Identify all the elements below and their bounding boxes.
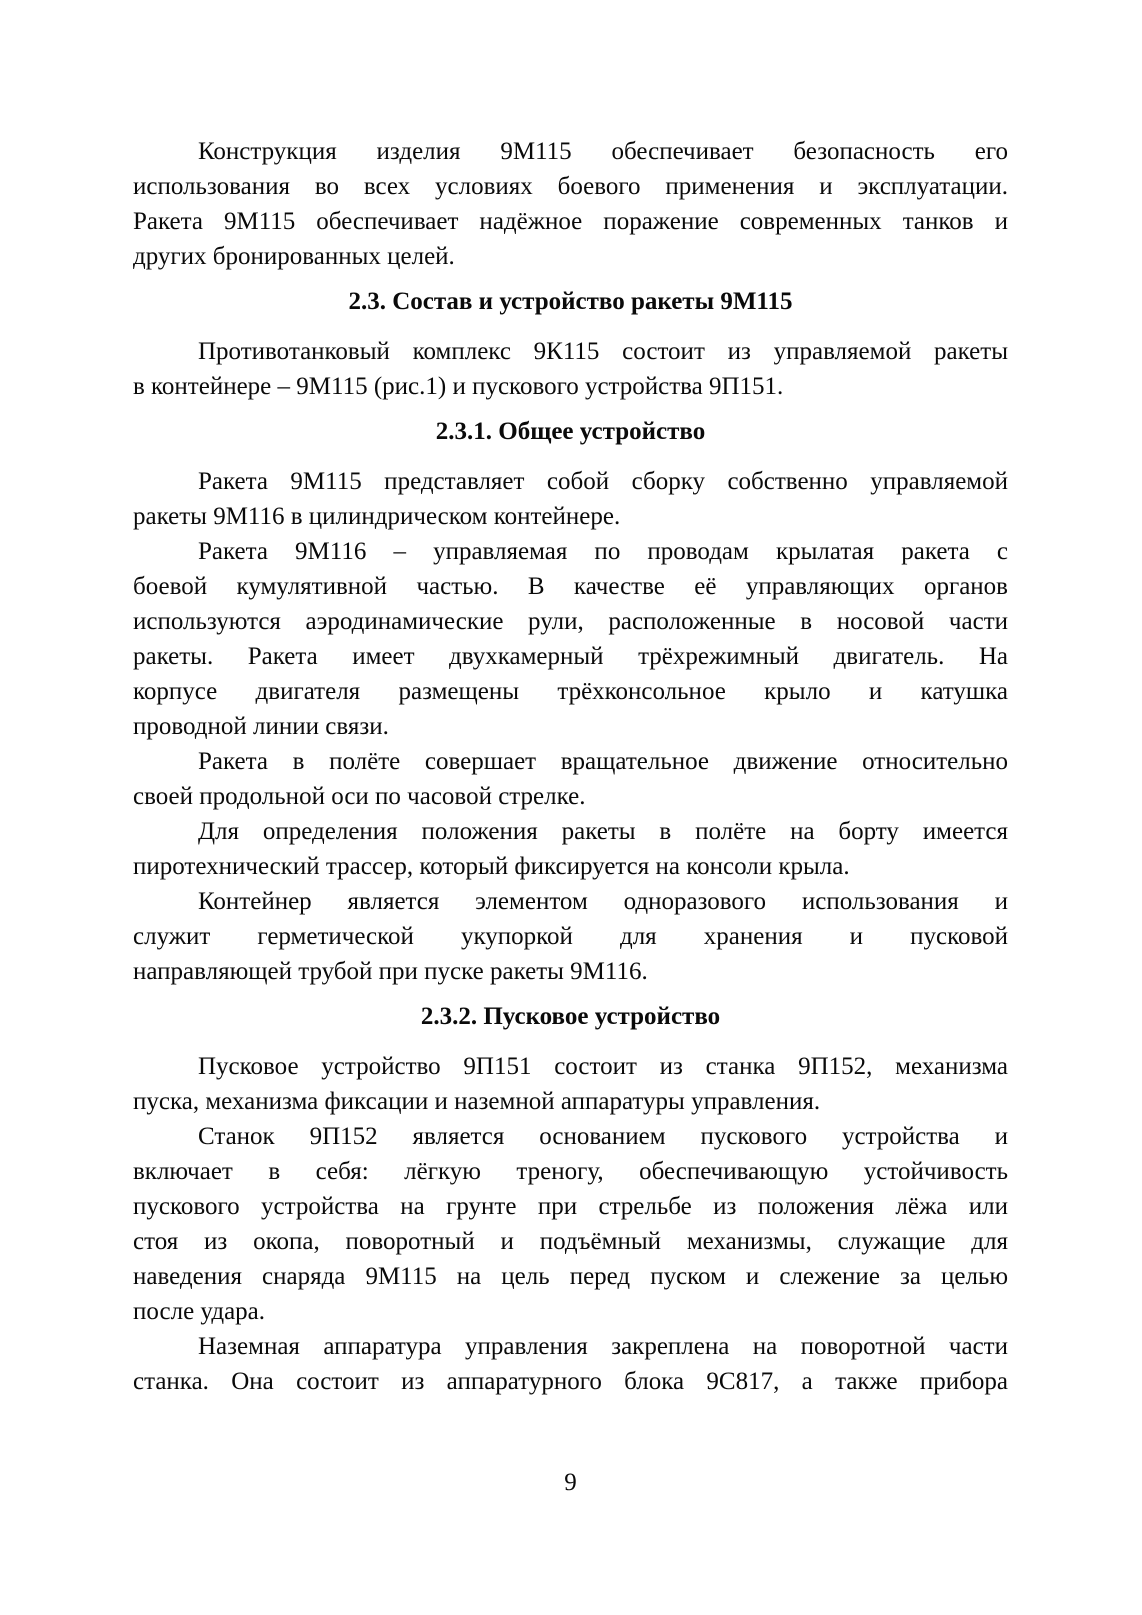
- text-line: своей продольной оси по часовой стрелке.: [133, 783, 586, 810]
- text-line: ракеты 9М116 в цилиндрическом контейнере.: [133, 503, 621, 530]
- text-line: Наземная аппаратура управления закреплена на поворотной части: [198, 1333, 1008, 1360]
- text-line: проводной линии связи.: [133, 713, 389, 740]
- text-line: Станок 9П152 является основанием пускового устройства и: [198, 1123, 1008, 1150]
- paragraph: [133, 1329, 1008, 1399]
- text-line: Пусковое устройство 9П151 состоит из станка 9П152, механизма: [198, 1053, 1008, 1080]
- paragraph: [133, 884, 1008, 989]
- text-line: Ракета 9М115 обеспечивает надёжное поражение современных танков и: [133, 208, 1008, 235]
- text-line: боевой кумулятивной частью. В качестве её управляющих органов: [133, 573, 1008, 600]
- section-heading: 2.3.2. Пусковое устройство: [420, 1003, 721, 1030]
- paragraph: [133, 744, 1008, 814]
- text-line: Контейнер является элементом одноразового использования и: [198, 888, 1008, 915]
- text-line: других бронированных целей.: [133, 243, 455, 270]
- text-line: наведения снаряда 9М115 на цель перед пуском и слежение за целью: [133, 1263, 1008, 1290]
- section-heading: 2.3.1. Общее устройство: [435, 418, 706, 445]
- text-content: [133, 134, 1008, 1399]
- paragraph: [133, 134, 1008, 274]
- text-line: корпусе двигателя размещены трёхконсольное крыло и катушка: [133, 678, 1008, 705]
- text-line: Ракета в полёте совершает вращательное движение относительно: [198, 748, 1008, 775]
- text-line: Ракета 9М115 представляет собой сборку собственно управляемой: [198, 468, 1008, 495]
- text-line: после удара.: [133, 1298, 266, 1325]
- text-line: включает в себя: лёгкую треногу, обеспечивающую устойчивость: [133, 1158, 1008, 1185]
- paragraph: [133, 1119, 1008, 1329]
- text-line: Ракета 9М116 – управляемая по проводам крылатая ракета с: [198, 538, 1008, 565]
- text-line: пиротехнический трассер, который фиксируется на консоли крыла.: [133, 853, 850, 880]
- text-line: пускового устройства на грунте при стрельбе из положения лёжа или: [133, 1193, 1008, 1220]
- text-line: Для определения положения ракеты в полёте на борту имеется: [198, 818, 1008, 845]
- paragraph: [133, 464, 1008, 534]
- text-line: используются аэродинамические рули, расположенные в носовой части: [133, 608, 1008, 635]
- text-line: ракеты. Ракета имеет двухкамерный трёхрежимный двигатель. На: [133, 643, 1008, 670]
- text-line: направляющей трубой при пуске ракеты 9М116.: [133, 958, 648, 985]
- text-line: Конструкция изделия 9М115 обеспечивает безопасность его: [198, 138, 1008, 165]
- paragraph: [133, 814, 1008, 884]
- page-number: 9: [564, 1469, 577, 1496]
- paragraph: [133, 334, 1008, 404]
- paragraph: [133, 1049, 1008, 1119]
- text-line: станка. Она состоит из аппаратурного блока 9С817, а также прибора: [133, 1368, 1008, 1395]
- text-line: пуска, механизма фиксации и наземной аппаратуры управления.: [133, 1088, 821, 1115]
- text-line: использования во всех условиях боевого применения и эксплуатации.: [133, 173, 1008, 200]
- section-heading: 2.3. Состав и устройство ракеты 9М115: [348, 288, 793, 315]
- text-line: стоя из окопа, поворотный и подъёмный механизмы, служащие для: [133, 1228, 1008, 1255]
- text-line: Противотанковый комплекс 9К115 состоит из управляемой ракеты: [198, 338, 1008, 365]
- paragraph: [133, 534, 1008, 744]
- text-line: в контейнере – 9М115 (рис.1) и пускового устройства 9П151.: [133, 373, 784, 400]
- text-line: служит герметической укупоркой для хранения и пусковой: [133, 923, 1008, 950]
